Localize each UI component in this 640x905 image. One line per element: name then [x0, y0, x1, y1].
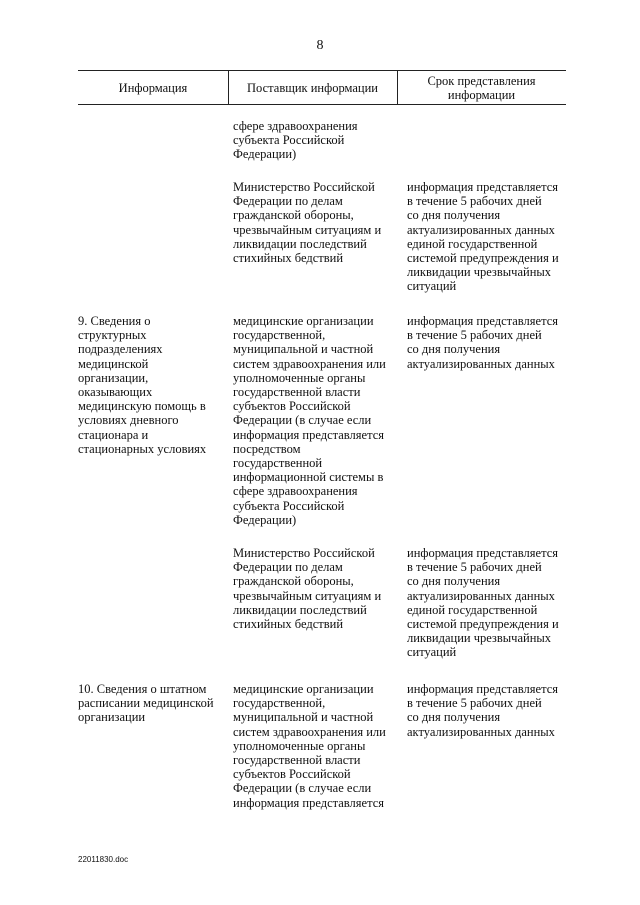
row-deadline: информация представляется в течение 5 рабочих дней со дня получения актуализированных данных	[407, 682, 558, 739]
header-col-info: Информация	[118, 81, 188, 95]
row-deadline: информация представляется в течение 5 рабочих дней со дня получения актуализированных данных единой государственной системой предупреждения и ликвидации чрезвычайных ситуаций	[407, 546, 559, 660]
header-bottom-rule	[78, 104, 566, 105]
row-deadline: информация представляется в течение 5 рабочих дней со дня получения актуализированных данных	[407, 314, 558, 371]
row-info: 9. Сведения о структурных подразделениях медицинской организации, оказывающих медицинскую помощь в условиях дневного стационара и стационарных условиях	[78, 314, 207, 456]
row-provider: медицинские организации государственной, муниципальной и частной систем здравоохранения или уполномоченные органы государственной власти субъектов Российской Федерации (в случае если информация представляется посредством государственной информационной системы в сфере здравоохранения субъекта Российской Федерации)	[233, 314, 386, 527]
page-number: 8	[316, 38, 324, 53]
row-provider: Министерство Российской Федерации по делам гражданской обороны, чрезвычайным ситуациям и ликвидации последствий стихийных бедствий	[233, 180, 382, 266]
row-info: 10. Сведения о штатном расписании медицинской организации	[78, 682, 214, 725]
header-col-deadline: Срок представления информации	[427, 74, 536, 102]
header-top-rule	[78, 70, 566, 71]
row-provider: Министерство Российской Федерации по делам гражданской обороны, чрезвычайным ситуациям и ликвидации последствий стихийных бедствий	[233, 546, 382, 632]
row-provider: медицинские организации государственной, муниципальной и частной систем здравоохранения или уполномоченные органы государственной власти субъектов Российской Федерации (в случае если информация представляется	[233, 682, 386, 810]
footer-filename: 22011830.doc	[78, 855, 129, 864]
row-deadline: информация представляется в течение 5 рабочих дней со дня получения актуализированных данных единой государственной системой предупреждения и ликвидации чрезвычайных ситуаций	[407, 180, 559, 294]
row-provider: сфере здравоохранения субъекта Российской Федерации)	[233, 119, 358, 162]
header-col-provider: Поставщик информации	[247, 81, 378, 95]
